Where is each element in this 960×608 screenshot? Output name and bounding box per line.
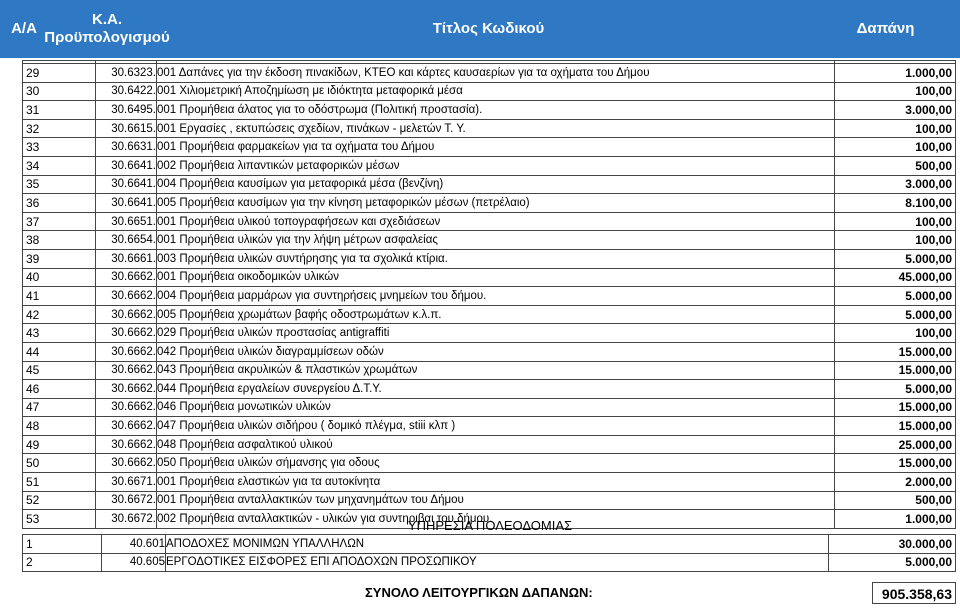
row-title: 003 Προμήθεια υλικών συντήρησης για τα σχολικά κτίρια. xyxy=(157,249,835,268)
row-code: 30.6641. xyxy=(96,175,157,194)
row-number: 40 xyxy=(23,268,96,287)
row-code: 30.6662. xyxy=(96,454,157,473)
row-title: ΕΡΓΟΔΟΤΙΚΕΣ ΕΙΣΦΟΡΕΣ ΕΠΙ ΑΠΟΔΟΧΩΝ ΠΡΟΣΩΠΙΚΟΥ xyxy=(166,553,829,572)
row-number: 44 xyxy=(23,342,96,361)
row-amount: 100,00 xyxy=(835,138,956,157)
row-title: 048 Προμήθεια ασφαλτικού υλικού xyxy=(157,435,835,454)
total-label: ΣΥΝΟΛΟ ΛΕΙΤΟΥΡΓΙΚΩΝ ΔΑΠΑΝΩΝ: xyxy=(365,585,593,600)
row-amount: 25.000,00 xyxy=(835,435,956,454)
row-amount: 5.000,00 xyxy=(835,249,956,268)
row-code: 30.6662. xyxy=(96,268,157,287)
row-amount: 1.000,00 xyxy=(835,64,956,83)
table-row xyxy=(23,435,956,454)
table-row xyxy=(23,287,956,306)
row-code: 30.6422. xyxy=(96,82,157,101)
table-row xyxy=(23,553,956,572)
header-ka-line2: Προϋπολογισμού xyxy=(44,29,170,46)
row-number: 53 xyxy=(23,510,96,529)
row-title: 001 Προμήθεια υλικών για την λήψη μέτρων ασφαλείας xyxy=(157,231,835,250)
table-row xyxy=(23,101,956,120)
section-table xyxy=(22,534,956,572)
row-number: 2 xyxy=(23,553,102,572)
row-title: 002 Προμήθεια λιπαντικών μεταφορικών μέσων xyxy=(157,156,835,175)
table-row xyxy=(23,64,956,83)
row-code: 30.6662. xyxy=(96,398,157,417)
row-code: 30.6662. xyxy=(96,380,157,399)
row-number: 43 xyxy=(23,324,96,343)
row-title: 005 Προμήθεια χρωμάτων βαφής οδοστρωμάτων κ.λ.π. xyxy=(157,305,835,324)
row-number: 50 xyxy=(23,454,96,473)
table-row xyxy=(23,454,956,473)
row-title: 004 Προμήθεια καυσίμων για μεταφορικά μέσα (βενζίνη) xyxy=(157,175,835,194)
row-code: 30.6641. xyxy=(96,156,157,175)
row-title: 029 Προμήθεια υλικών προστασίας antigraffiti xyxy=(157,324,835,343)
row-number: 51 xyxy=(23,473,96,492)
header-budget-code xyxy=(44,0,170,58)
row-number: 33 xyxy=(23,138,96,157)
row-number: 38 xyxy=(23,231,96,250)
row-title: 001 Προμήθεια ελαστικών για τα αυτοκίνητα xyxy=(157,473,835,492)
row-amount: 2.000,00 xyxy=(835,473,956,492)
row-amount: 8.100,00 xyxy=(835,194,956,213)
row-number: 34 xyxy=(23,156,96,175)
table-row xyxy=(23,138,956,157)
row-title: ΑΠΟΔΟΧΕΣ ΜΟΝΙΜΩΝ ΥΠΑΛΛΗΛΩΝ xyxy=(166,535,829,554)
table-row xyxy=(23,417,956,436)
header-ka-line1: Κ.Α. xyxy=(92,11,122,28)
row-amount: 500,00 xyxy=(835,491,956,510)
row-number: 31 xyxy=(23,101,96,120)
row-title: 001 Προμήθεια άλατος για το οδόστρωμα (Πολιτική προστασία). xyxy=(157,101,835,120)
table-row xyxy=(23,249,956,268)
row-title: 001 Προμήθεια οικοδομικών υλικών xyxy=(157,268,835,287)
row-amount: 3.000,00 xyxy=(835,101,956,120)
header-aa: Α/Α xyxy=(11,20,37,37)
row-amount: 100,00 xyxy=(835,231,956,250)
table-row xyxy=(23,491,956,510)
row-amount: 500,00 xyxy=(835,156,956,175)
row-number: 48 xyxy=(23,417,96,436)
row-code: 40.605 xyxy=(102,553,166,572)
header-amount: Δαπάνη xyxy=(856,20,915,37)
row-code: 30.6495. xyxy=(96,101,157,120)
total-value: 905.358,63 xyxy=(872,582,956,604)
row-code: 30.6672. xyxy=(96,491,157,510)
row-amount: 5.000,00 xyxy=(835,287,956,306)
table-row xyxy=(23,535,956,554)
table-row xyxy=(23,212,956,231)
row-amount: 5.000,00 xyxy=(835,380,956,399)
row-number: 37 xyxy=(23,212,96,231)
table-row xyxy=(23,324,956,343)
row-number: 42 xyxy=(23,305,96,324)
row-title: 001 Προμήθεια υλικού τοπογραφήσεων και σχεδιάσεων xyxy=(157,212,835,231)
table-row xyxy=(23,305,956,324)
row-amount: 15.000,00 xyxy=(835,342,956,361)
row-amount: 5.000,00 xyxy=(835,305,956,324)
row-title: 043 Προμήθεια ακρυλικών & πλαστικών χρωμάτων xyxy=(157,361,835,380)
row-title: 050 Προμήθεια υλικών σήμανσης για οδους xyxy=(157,454,835,473)
row-code: 30.6654. xyxy=(96,231,157,250)
table-row xyxy=(23,175,956,194)
row-number: 36 xyxy=(23,194,96,213)
row-title: 044 Προμήθεια εργαλείων συνεργείου Δ.Τ.Υ. xyxy=(157,380,835,399)
row-title: 002 Προμήθεια ανταλλακτικών - υλικών για συντηριβαι του δήμου. xyxy=(157,510,835,529)
row-code: 30.6631. xyxy=(96,138,157,157)
row-code: 40.601 xyxy=(102,535,166,554)
row-amount: 100,00 xyxy=(835,119,956,138)
row-amount: 5.000,00 xyxy=(829,553,956,572)
row-code: 30.6641. xyxy=(96,194,157,213)
row-amount: 15.000,00 xyxy=(835,398,956,417)
table-row xyxy=(23,82,956,101)
row-code: 30.6651. xyxy=(96,212,157,231)
table-row xyxy=(23,156,956,175)
table-row xyxy=(23,398,956,417)
row-number: 39 xyxy=(23,249,96,268)
row-code: 30.6662. xyxy=(96,305,157,324)
expenses-table-body xyxy=(23,61,956,529)
row-title: 046 Προμήθεια μονωτικών υλικών xyxy=(157,398,835,417)
row-number: 32 xyxy=(23,119,96,138)
row-title: 005 Προμήθεια καυσίμων για την κίνηση μεταφορικών μέσων (πετρέλαιο) xyxy=(157,194,835,213)
table-row xyxy=(23,473,956,492)
table-row xyxy=(23,194,956,213)
row-number: 30 xyxy=(23,82,96,101)
table-row xyxy=(23,380,956,399)
row-code: 30.6672. xyxy=(96,510,157,529)
row-number: 49 xyxy=(23,435,96,454)
row-number: 46 xyxy=(23,380,96,399)
row-code: 30.6662. xyxy=(96,361,157,380)
row-title: 001 Χιλιομετρική Αποζημίωση με ιδιόκτητα μεταφορικά μέσα xyxy=(157,82,835,101)
row-amount: 15.000,00 xyxy=(835,417,956,436)
row-amount: 100,00 xyxy=(835,212,956,231)
expenses-table xyxy=(22,60,956,529)
row-code: 30.6661. xyxy=(96,249,157,268)
row-code: 30.6615. xyxy=(96,119,157,138)
row-title: 001 Δαπάνες για την έκδοση πινακίδων, ΚΤΕΟ και κάρτες καυσαερίων για τα οχήματα του Δήμου xyxy=(157,64,835,83)
table-row xyxy=(23,342,956,361)
row-amount: 30.000,00 xyxy=(829,535,956,554)
row-amount: 100,00 xyxy=(835,82,956,101)
section-table-body xyxy=(23,535,956,572)
row-code: 30.6671. xyxy=(96,473,157,492)
row-title: 004 Προμήθεια μαρμάρων για συντηρήσεις μνημείων του δήμου. xyxy=(157,287,835,306)
row-title: 001 Προμήθεια φαρμακείων για τα οχήματα του Δήμου xyxy=(157,138,835,157)
row-amount: 15.000,00 xyxy=(835,361,956,380)
row-number: 47 xyxy=(23,398,96,417)
row-title: 001 Προμήθεια ανταλλακτικών των μηχανημάτων του Δήμου xyxy=(157,491,835,510)
table-row xyxy=(23,361,956,380)
section-title: ΥΠΗΡΕΣΙΑ ΠΟΛΕΟΔΟΜΙΑΣ xyxy=(407,518,573,533)
table-header xyxy=(0,0,960,58)
row-code: 30.6662. xyxy=(96,287,157,306)
row-amount: 45.000,00 xyxy=(835,268,956,287)
row-code: 30.6662. xyxy=(96,435,157,454)
row-number: 1 xyxy=(23,535,102,554)
header-title: Τίτλος Κωδικού xyxy=(432,20,545,37)
row-code: 30.6323. xyxy=(96,64,157,83)
row-title: 042 Προμήθεια υλικών διαγραμμίσεων οδών xyxy=(157,342,835,361)
row-amount: 15.000,00 xyxy=(835,454,956,473)
row-title: 047 Προμήθεια υλικών σιδήρου ( δομικό πλέγμα, stiii κλπ ) xyxy=(157,417,835,436)
table-row xyxy=(23,231,956,250)
row-amount: 1.000,00 xyxy=(835,510,956,529)
row-amount: 3.000,00 xyxy=(835,175,956,194)
row-amount: 100,00 xyxy=(835,324,956,343)
table-row xyxy=(23,119,956,138)
row-number: 52 xyxy=(23,491,96,510)
row-code: 30.6662. xyxy=(96,417,157,436)
table-row xyxy=(23,268,956,287)
row-number: 29 xyxy=(23,64,96,83)
row-code: 30.6662. xyxy=(96,324,157,343)
row-code: 30.6662. xyxy=(96,342,157,361)
row-number: 35 xyxy=(23,175,96,194)
row-number: 45 xyxy=(23,361,96,380)
row-title: 001 Εργασίες , εκτυπώσεις σχεδίων, πινάκων - μελετών Τ. Υ. xyxy=(157,119,835,138)
row-number: 41 xyxy=(23,287,96,306)
